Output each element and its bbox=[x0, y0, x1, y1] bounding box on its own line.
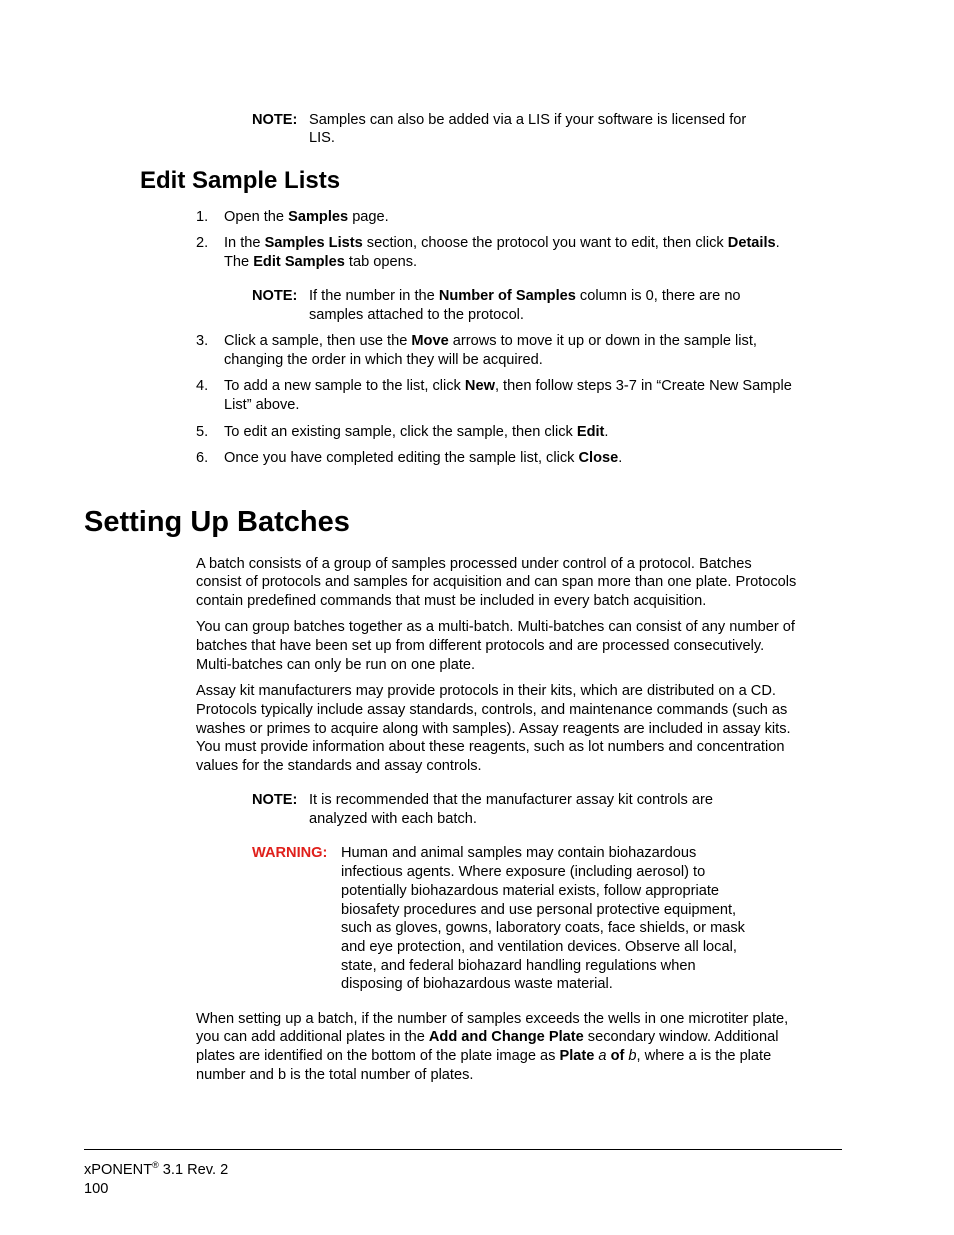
warning-text-line: disposing of biohazardous waste material. bbox=[341, 976, 613, 992]
warning-text-line: such as gloves, gowns, laboratory coats, face shields, or mask bbox=[341, 920, 745, 936]
warning-text-line: infectious agents. Where exposure (including aerosol) to bbox=[341, 864, 706, 880]
step-text-part: The bbox=[224, 254, 254, 270]
note-text-line: Samples can also be added via a LIS if your software is licensed for bbox=[309, 112, 747, 128]
footer-version: 3.1 Rev. 2 bbox=[158, 1162, 229, 1178]
step-text-bold: New bbox=[464, 378, 495, 394]
step-text bbox=[224, 332, 844, 351]
step-text bbox=[224, 208, 844, 227]
paragraph-line bbox=[196, 1047, 844, 1066]
step-text-part: To edit an existing sample, click the sample, then click bbox=[224, 424, 577, 440]
step-number: 1. bbox=[196, 209, 209, 225]
step-number: 4. bbox=[196, 378, 209, 394]
step-text-part: Open the bbox=[224, 209, 289, 225]
step-text-part: tab opens. bbox=[344, 254, 418, 270]
warning-text-line: state, and federal biohazard handling regulations when bbox=[341, 958, 696, 974]
step-text-part: . bbox=[618, 450, 623, 466]
paragraph-line: consist of protocols and samples for acquisition and can span more than one plate. Protocols bbox=[196, 574, 797, 590]
paragraph-line: number and b is the total number of plates. bbox=[196, 1067, 474, 1083]
step-text-part: Once you have completed editing the sample list, click bbox=[224, 450, 579, 466]
paragraph-line: batches that have been set up from different protocols and are processed consecutively. bbox=[196, 638, 765, 654]
paragraph-line: contain predefined commands that must be included in every batch acquisition. bbox=[196, 593, 707, 609]
paragraph-line: You must provide information about these reagents, such as lot numbers and concentration bbox=[196, 739, 785, 755]
step-text-bold: Details bbox=[727, 235, 776, 251]
paragraph-line: washes or primes to acquire along with samples). Assay reagents are included in assay kits. bbox=[196, 721, 791, 737]
section-heading-edit-sample-lists: Edit Sample Lists bbox=[140, 167, 341, 194]
paragraph-text-part: you can add additional plates in the bbox=[196, 1029, 429, 1045]
step-text-part: , then follow steps 3-7 in “Create New Sample bbox=[494, 378, 792, 394]
step-text-part: . bbox=[775, 235, 780, 251]
step-text bbox=[224, 234, 844, 253]
paragraph-text-bold-italic: a bbox=[598, 1048, 607, 1064]
step-text bbox=[224, 253, 844, 272]
paragraph-line: When setting up a batch, if the number of samples exceeds the wells in one microtiter plate, bbox=[196, 1011, 789, 1027]
warning-text-line: and eye protection, and ventilation devices. Observe all local, bbox=[341, 939, 737, 955]
paragraph-line: Assay kit manufacturers may provide protocols in their kits, which are distributed on a CD. bbox=[196, 683, 776, 699]
chapter-heading-setting-up-batches: Setting Up Batches bbox=[84, 506, 350, 538]
paragraph-text-part: secondary window. Additional bbox=[583, 1029, 779, 1045]
paragraph-text-italic: b bbox=[628, 1048, 637, 1064]
note-text-line: analyzed with each batch. bbox=[309, 811, 477, 827]
note-text-line: LIS. bbox=[309, 130, 335, 146]
step-text-bold: Edit Samples bbox=[253, 254, 345, 270]
step-text-bold: Close bbox=[578, 450, 619, 466]
footer-product-version bbox=[84, 1161, 228, 1180]
step-text bbox=[224, 449, 844, 468]
step-text-bold: Move bbox=[411, 333, 449, 349]
warning-text-line: potentially biohazardous material exists, follow appropriate bbox=[341, 883, 720, 899]
warning-label: WARNING: bbox=[252, 845, 328, 861]
step-text-part: To add a new sample to the list, click bbox=[224, 378, 465, 394]
step-number: 2. bbox=[196, 235, 209, 251]
paragraph-text-bold: of bbox=[606, 1048, 629, 1064]
footer-divider bbox=[84, 1149, 842, 1150]
step-number: 5. bbox=[196, 424, 209, 440]
step-text-part: arrows to move it up or down in the sample list, bbox=[448, 333, 757, 349]
paragraph-line bbox=[196, 1028, 844, 1047]
step-text: changing the order in which they will be acquired. bbox=[224, 352, 543, 368]
step-number: 3. bbox=[196, 333, 209, 349]
paragraph-line: Multi-batches can only be run on one plate. bbox=[196, 657, 476, 673]
step-text bbox=[224, 377, 844, 396]
note-text-line bbox=[309, 287, 741, 306]
note-text-part: If the number in the bbox=[309, 288, 439, 304]
step-text-part: Click a sample, then use the bbox=[224, 333, 412, 349]
footer-product-name: xPONENT bbox=[84, 1162, 153, 1178]
registered-mark: ® bbox=[152, 1160, 159, 1171]
step-text-part: . bbox=[604, 424, 609, 440]
note-text-part: column is 0, there are no bbox=[575, 288, 741, 304]
paragraph-text-bold: Plate bbox=[559, 1048, 599, 1064]
step-text-bold: Samples bbox=[288, 209, 349, 225]
paragraph-line: Protocols typically include assay standards, controls, and maintenance commands (such as bbox=[196, 702, 788, 718]
note-text-bold: Number of Samples bbox=[438, 288, 576, 304]
step-number: 6. bbox=[196, 450, 209, 466]
paragraph-text-part: , where a is the plate bbox=[636, 1048, 772, 1064]
note-label: NOTE: bbox=[252, 792, 298, 808]
paragraph-line: You can group batches together as a multi-batch. Multi-batches can consist of any number of bbox=[196, 619, 795, 635]
step-text-bold: Edit bbox=[576, 424, 605, 440]
note-text-line: samples attached to the protocol. bbox=[309, 307, 524, 323]
note-label: NOTE: bbox=[252, 112, 298, 128]
step-text bbox=[224, 423, 844, 442]
note-label: NOTE: bbox=[252, 288, 298, 304]
warning-text-line: biosafety procedures and use personal protective equipment, bbox=[341, 902, 737, 918]
step-text-part: section, choose the protocol you want to edit, then click bbox=[362, 235, 728, 251]
note-text-line: It is recommended that the manufacturer assay kit controls are bbox=[309, 792, 713, 808]
paragraph-text-part: plates are identified on the bottom of the plate image as bbox=[196, 1048, 560, 1064]
warning-text-line: Human and animal samples may contain biohazardous bbox=[341, 845, 697, 861]
paragraph-line: A batch consists of a group of samples processed under control of a protocol. Batches bbox=[196, 556, 752, 572]
paragraph-text-bold: Add and Change Plate bbox=[428, 1029, 584, 1045]
step-text: List” above. bbox=[224, 397, 300, 413]
paragraph-line: values for the standards and assay controls. bbox=[196, 758, 482, 774]
page-number: 100 bbox=[84, 1181, 109, 1197]
step-text-part: In the bbox=[224, 235, 265, 251]
step-text-bold: Samples Lists bbox=[264, 235, 363, 251]
step-text-part: page. bbox=[348, 209, 389, 225]
